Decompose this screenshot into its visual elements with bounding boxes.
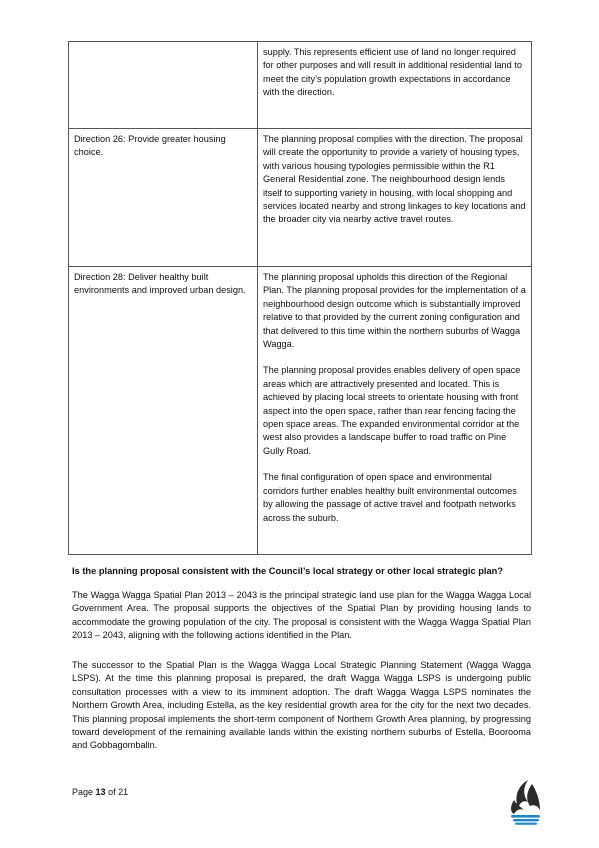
direction-cell	[69, 267, 258, 555]
page-footer	[72, 787, 128, 797]
table-row	[69, 129, 532, 267]
response-paragraph: The planning proposal upholds this direction of the Regional Plan. The planning proposal provides for the implementation of a neighbourhood design outcome which is substantially improved relative to that provided by the current zoning configuration and that delivered to this time within the northern suburbs of Wagga Wagga.	[263, 272, 526, 350]
table-row	[69, 267, 532, 555]
body-paragraph: The Wagga Wagga Spatial Plan 2013 – 2043 is the principal strategic land use plan for the Wagga Wagga Local Government Area. The proposal supports the objectives of the Spatial Plan by providing housing lands to accommodate the growing population of the city. The proposal is consistent with the Wagga Wagga Spatial Plan 2013 – 2043, aligning with the following actions identified in the Plan.	[72, 590, 531, 641]
page-number: 13	[95, 787, 106, 797]
table-row	[69, 42, 532, 129]
direction-text: Direction 28: Deliver healthy built environments and improved urban design.	[74, 272, 246, 296]
section-heading: Is the planning proposal consistent with the Council’s local strategy or other local strategic plan?	[72, 566, 503, 576]
response-cell	[258, 129, 532, 267]
direction-cell	[69, 42, 258, 129]
council-logo-icon	[508, 778, 542, 826]
page-label: Page	[72, 787, 94, 797]
response-paragraph: supply. This represents efficient use of land no longer required for other purposes and will result in additional residential land to meet the city’s population growth expectations in accordance with the direction.	[263, 47, 522, 98]
response-cell	[258, 267, 532, 555]
direction-text: Direction 26: Provide greater housing choice.	[74, 134, 226, 158]
directions-table	[68, 41, 532, 555]
response-paragraph: The planning proposal provides enables delivery of open space areas which are attractively presented and located. This is achieved by placing local streets to orientate housing with front aspect into the open space, rather than rear fencing facing the open space areas. The expanded environmental corridor at the west also provides a landscape buffer to road traffic on Pine Gully Road.	[263, 365, 521, 456]
response-paragraph: The planning proposal complies with the direction. The proposal will create the opportunity to provide a variety of housing types, with various housing typologies permissible within the R1 General Residential zone. The neighbourhood design lends itself to supporting variety in housing, with local shopping and services located nearby and strong linkages to key locations and the broader city via nearby active travel routes.	[263, 134, 526, 225]
response-paragraph: The final configuration of open space and environmental corridors further enables healthy built environmental outcomes by allowing the passage of active travel and footpath networks across the suburb.	[263, 472, 517, 523]
of-label: of	[108, 787, 116, 797]
response-cell	[258, 42, 532, 129]
total-pages: 21	[118, 787, 129, 797]
direction-cell	[69, 129, 258, 267]
body-paragraph: The successor to the Spatial Plan is the Wagga Wagga Local Strategic Planning Statement (Wagga Wagga LSPS). At the time this planning proposal is prepared, the draft Wagga Wagga LSPS is undergoing public consultation processes with a view to its imminent adoption. The draft Wagga Wagga LSPS nominates the Northern Growth Area, including Estella, as the key residential growth area for the city for the next two decades. This planning proposal implements the short-term component of Northern Growth Area planning, by progressing toward development of the remaining available lands within the existing northern suburbs of Estella, Boorooma and Gobbagombalin.	[72, 660, 531, 751]
